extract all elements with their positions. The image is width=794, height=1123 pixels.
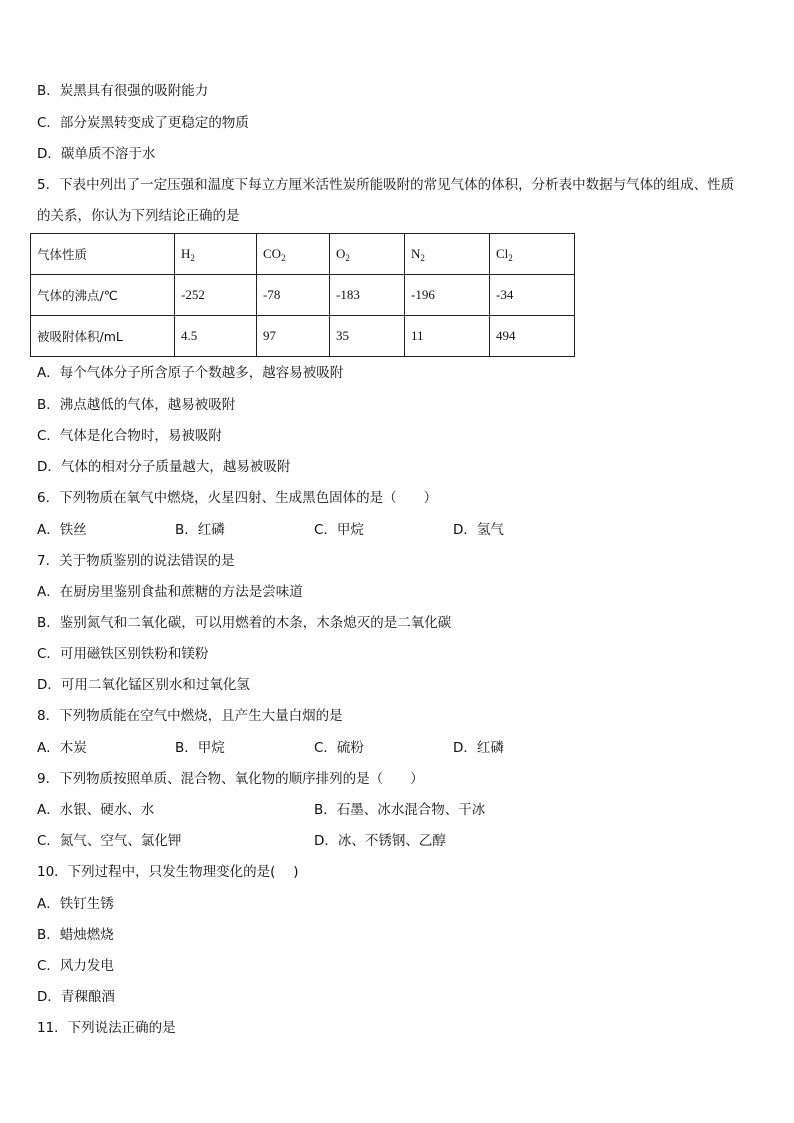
q9-option-b: B．石墨、冰水混合物、干冰 <box>314 802 486 818</box>
q8-option-b: B．甲烷 <box>175 740 225 756</box>
question-10-stem: 10．下列过程中，只发生物理变化的是( ) <box>37 864 299 880</box>
question-9-stem: 9．下列物质按照单质、混合物、氧化物的顺序排列的是（ ） <box>37 771 424 787</box>
q5-option-d: D．气体的相对分子质量越大，越易被吸附 <box>37 459 291 475</box>
q7-option-c: C．可用磁铁区别铁粉和镁粉 <box>37 646 209 662</box>
table-cell: -252 <box>175 275 257 316</box>
q7-option-d: D．可用二氧化锰区别水和过氧化氢 <box>37 677 250 693</box>
q9-option-a: A．水银、硬水、水 <box>37 802 155 818</box>
table-cell: 11 <box>405 316 490 357</box>
question-5-stem-cont: 的关系，你认为下列结论正确的是 <box>37 208 240 224</box>
option-d-prev: D．碳单质不溶于水 <box>37 146 156 162</box>
q9-option-c: C．氮气、空气、氯化钾 <box>37 833 182 849</box>
table-header-row <box>31 234 575 275</box>
row-label: 气体的沸点/℃ <box>31 275 175 316</box>
table-cell: -34 <box>490 275 575 316</box>
question-7-stem: 7．关于物质鉴别的说法错误的是 <box>37 553 235 569</box>
q7-option-b: B．鉴别氮气和二氧化碳，可以用燃着的木条，木条熄灭的是二氧化碳 <box>37 615 452 631</box>
q5-option-b: B．沸点越低的气体，越易被吸附 <box>37 397 236 413</box>
option-c-prev: C．部分炭黑转变成了更稳定的物质 <box>37 115 249 131</box>
q8-option-a: A．木炭 <box>37 740 87 756</box>
table-cell: 35 <box>330 316 405 357</box>
gas-h2: $H_2$ <box>175 234 257 275</box>
table-cell: -78 <box>257 275 330 316</box>
q7-option-a: A．在厨房里鉴别食盐和蔗糖的方法是尝味道 <box>37 584 303 600</box>
q8-option-c: C．硫粉 <box>314 740 364 756</box>
table-row-boiling-point <box>31 275 575 316</box>
q6-option-c: C．甲烷 <box>314 522 364 538</box>
q10-option-d: D．青稞酿酒 <box>37 989 115 1005</box>
table-cell: -183 <box>330 275 405 316</box>
q6-option-b: B．红磷 <box>175 522 225 538</box>
table-cell: -196 <box>405 275 490 316</box>
question-8-stem: 8．下列物质能在空气中燃烧，且产生大量白烟的是 <box>37 708 343 724</box>
gas-table <box>30 233 575 357</box>
gas-co2: $CO_2$ <box>257 234 330 275</box>
table-cell: 4.5 <box>175 316 257 357</box>
table-row-adsorbed-volume <box>31 316 575 357</box>
gas-n2: $N_2$ <box>405 234 490 275</box>
q10-option-c: C．风力发电 <box>37 958 114 974</box>
q6-option-a: A．铁丝 <box>37 522 87 538</box>
question-11-stem: 11．下列说法正确的是 <box>37 1020 176 1036</box>
row-label: 被吸附体积/mL <box>31 316 175 357</box>
gas-cl2: $Cl_2$ <box>490 234 575 275</box>
q5-option-c: C．气体是化合物时，易被吸附 <box>37 428 222 444</box>
table-header-label: 气体性质 <box>31 234 175 275</box>
table-cell: 97 <box>257 316 330 357</box>
question-6-stem: 6．下列物质在氧气中燃烧，火星四射、生成黑色固体的是（ ） <box>37 490 438 506</box>
q9-option-d: D．冰、不锈钢、乙醇 <box>314 833 446 849</box>
option-b-prev: B．炭黑具有很强的吸附能力 <box>37 83 209 99</box>
q10-option-b: B．蜡烛燃烧 <box>37 927 114 943</box>
q10-option-a: A．铁钉生锈 <box>37 896 114 912</box>
q8-option-d: D．红磷 <box>453 740 504 756</box>
gas-o2: $O_2$ <box>330 234 405 275</box>
q6-option-d: D．氢气 <box>453 522 504 538</box>
question-5-stem: 5．下表中列出了一定压强和温度下每立方厘米活性炭所能吸附的常见气体的体积，分析表中数据与气体的组成、性质 <box>37 177 735 193</box>
q5-option-a: A．每个气体分子所含原子个数越多，越容易被吸附 <box>37 365 344 381</box>
table-cell: 494 <box>490 316 575 357</box>
